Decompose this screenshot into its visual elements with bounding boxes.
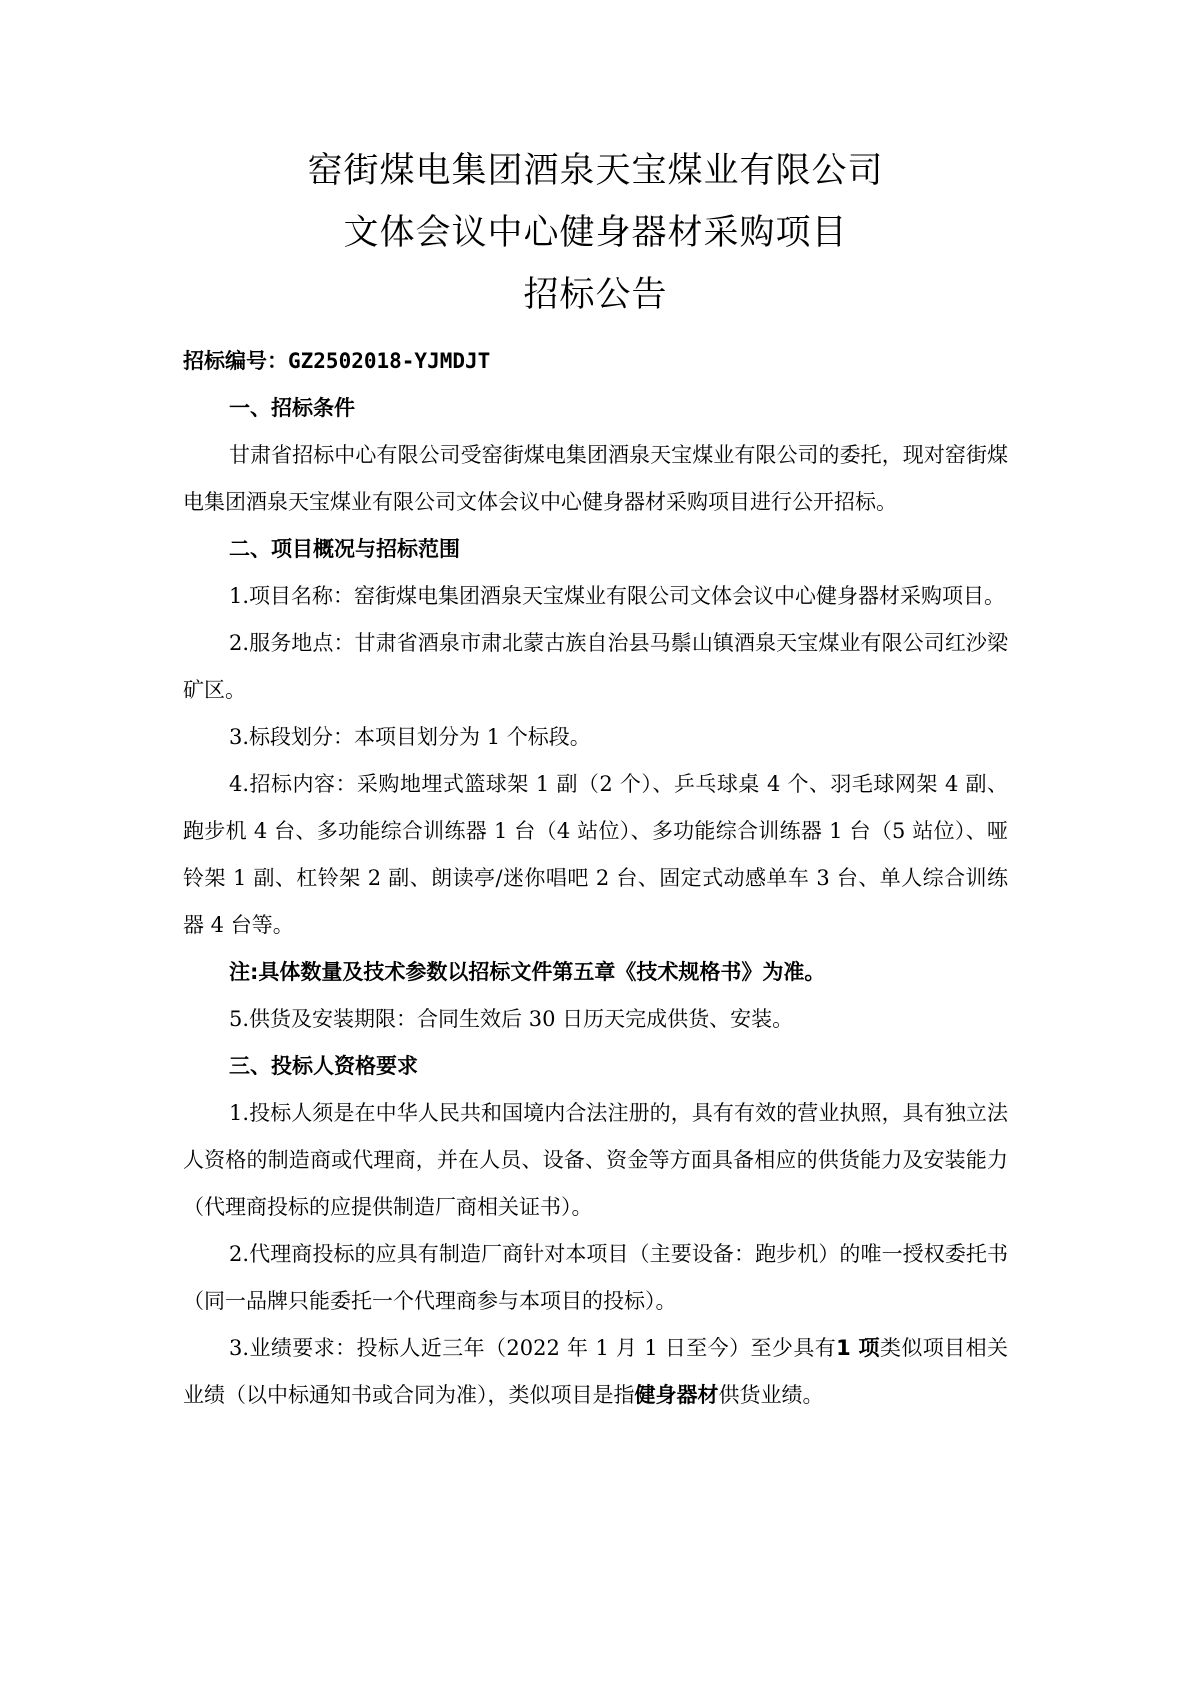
section-3-item-2: 2.代理商投标的应具有制造厂商针对本项目（主要设备：跑步机）的唯一授权委托书（同一品牌只能委托一个代理商参与本项目的投标）。 [183,1242,1008,1313]
section-3-heading: 三、投标人资格要求 [229,1054,418,1078]
title-line-1: 窑街煤电集团酒泉天宝煤业有限公司 [307,151,884,191]
section-3-item-3-part-2: 类似项目相关业绩（以中标通知书或合同为准），类似项目是指 [183,1336,1009,1407]
section-2-heading: 二、项目概况与招标范围 [229,537,460,561]
bid-number [183,338,1008,385]
section-2-item-5: 5.供货及安装期限：合同生效后 30 日历天完成供货、安装。 [229,1007,794,1031]
title-line-3: 招标公告 [523,275,668,315]
section-2-note: 注:具体数量及技术参数以招标文件第五章《技术规格书》为准。 [229,960,826,984]
document-title [183,140,1008,326]
section-2-item-2: 2.服务地点：甘肃省酒泉市肃北蒙古族自治县马鬃山镇酒泉天宝煤业有限公司红沙梁矿区。 [183,631,1008,702]
section-3-item-3-part-1: 3.业绩要求：投标人近三年（2022 年 1 月 1 日至今）至少具有 [229,1336,837,1360]
title-line-2: 文体会议中心健身器材采购项目 [343,213,848,253]
section-3-item-3-bold-2: 健身器材 [634,1383,719,1407]
section-3-item-1: 1.投标人须是在中华人民共和国境内合法注册的，具有有效的营业执照，具有独立法人资格的制造商或代理商，并在人员、设备、资金等方面具备相应的供货能力及安装能力（代理商投标的应提供制造厂商相关证书）。 [183,1101,1008,1219]
section-2-item-4: 4.招标内容：采购地埋式篮球架 1 副（2 个）、乒乓球桌 4 个、羽毛球网架 4 副、跑步机 4 台、多功能综合训练器 1 台（4 站位）、多功能综合训练器 1 台（5 站位）、哑铃架 1 副、杠铃架 2 副、朗读亭/迷你唱吧 2 台、固定式动感单车 3 台、单人综合训练器 4 台等。 [183,772,1008,937]
section-2-item-3: 3.标段划分：本项目划分为 1 个标段。 [229,725,591,749]
section-3-item-3 [183,1325,1008,1419]
bid-number-value: GZ2502018-YJMDJT [288,349,491,373]
section-2-item-1: 1.项目名称：窑街煤电集团酒泉天宝煤业有限公司文体会议中心健身器材采购项目。 [229,584,1006,608]
bid-number-label: 招标编号： [183,349,288,373]
section-1-text: 甘肃省招标中心有限公司受窑街煤电集团酒泉天宝煤业有限公司的委托，现对窑街煤电集团酒泉天宝煤业有限公司文体会议中心健身器材采购项目进行公开招标。 [183,443,1008,514]
section-3-item-3-bold-1: 1 项 [836,1336,880,1360]
section-3-item-3-part-3: 供货业绩。 [718,1383,824,1407]
section-1-heading: 一、招标条件 [229,396,355,420]
